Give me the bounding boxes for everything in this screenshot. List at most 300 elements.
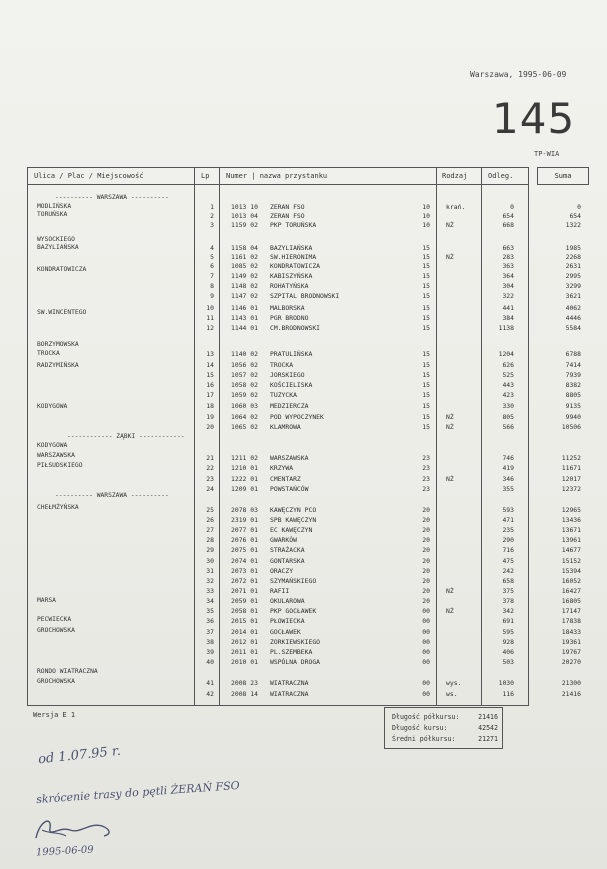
stop-line-code: 00 (422, 658, 430, 666)
stop-number: 1065 02 (231, 423, 258, 431)
stop-name: ORACZY (270, 567, 294, 575)
stop-number: 1144 01 (231, 324, 258, 332)
stop-name: TUZYCKA (270, 391, 297, 399)
stop-line-code: 10 (422, 203, 430, 211)
stop-lp: 25 (206, 506, 214, 514)
stop-cumulative: 15394 (561, 567, 581, 575)
stop-line-code: 15 (422, 381, 430, 389)
stop-name: RAFII (270, 587, 290, 595)
stop-lp: 11 (206, 314, 214, 322)
stop-lp: 9 (210, 292, 214, 300)
stop-line-code: 15 (422, 423, 430, 431)
stop-line-code: 00 (422, 607, 430, 615)
table-row (0, 262, 607, 272)
stop-lp: 37 (206, 628, 214, 636)
stop-lp: 21 (206, 454, 214, 462)
stop-distance: 471 (502, 516, 514, 524)
stop-cumulative: 17838 (561, 617, 581, 625)
half-course-label: Długość półkursu: (392, 713, 460, 721)
table-row (0, 577, 607, 587)
table-row (0, 597, 607, 607)
stop-cumulative: 3621 (565, 292, 581, 300)
stop-lp: 27 (206, 526, 214, 534)
stop-line-code: 15 (422, 402, 430, 410)
stop-line-code: 15 (422, 253, 430, 261)
stop-cumulative: 16427 (561, 587, 581, 595)
table-row (0, 506, 607, 516)
stop-line-code: 00 (422, 679, 430, 687)
stop-distance: 363 (502, 262, 514, 270)
street-label: CHEŁMŻYŃSKA (37, 504, 79, 511)
stop-distance: 346 (502, 475, 514, 483)
table-row (0, 546, 607, 556)
stop-name: ZERAN FSO (270, 212, 305, 220)
stop-type: ws. (446, 690, 458, 698)
stop-lp: 40 (206, 658, 214, 666)
stop-number: 1013 10 (231, 203, 258, 211)
stop-number: 2077 01 (231, 526, 258, 534)
stop-number: 1159 02 (231, 221, 258, 229)
stop-name: ZERAN FSO (270, 203, 305, 211)
stop-name: WIATRACZNA (270, 690, 309, 698)
average-label: Średni półkursu: (392, 735, 456, 743)
stop-line-code: 20 (422, 597, 430, 605)
street-label: SW.WINCENTEGO (37, 309, 87, 316)
stop-cumulative: 7414 (565, 361, 581, 369)
stop-type: NŻ (446, 607, 454, 615)
street-label: MARSA (37, 597, 56, 604)
stop-distance: 290 (502, 536, 514, 544)
stop-cumulative: 5584 (565, 324, 581, 332)
stop-name: KONDRATOWICZA (270, 262, 321, 270)
stop-number: 1148 02 (231, 282, 258, 290)
stop-lp: 22 (206, 464, 214, 472)
stop-name: KRZYWA (270, 464, 294, 472)
stop-name: PGR BRODNO (270, 314, 309, 322)
handwritten-note: skrócenie trasy do pętli ŻERAŃ FSO (35, 778, 241, 807)
stop-line-code: 00 (422, 628, 430, 636)
stop-distance: 1204 (498, 350, 514, 358)
stop-number: 2010 01 (231, 658, 258, 666)
table-row (0, 391, 607, 401)
street-label: GROCHOWSKA (37, 627, 75, 634)
stop-name: WARSZAWSKA (270, 454, 309, 462)
stop-line-code: 20 (422, 567, 430, 575)
stop-number: 2071 01 (231, 587, 258, 595)
stop-lp: 18 (206, 402, 214, 410)
stop-lp: 26 (206, 516, 214, 524)
stop-number: 1058 02 (231, 381, 258, 389)
stop-distance: 378 (502, 597, 514, 605)
stop-number: 1147 02 (231, 292, 258, 300)
stop-name: STRAŻACKA (270, 546, 305, 554)
stop-line-code: 15 (422, 361, 430, 369)
document-date: Warszawa, 1995-06-09 (470, 70, 567, 79)
street-label: PIŁSUDSKIEGO (37, 462, 83, 469)
stop-number: 1209 01 (231, 485, 258, 493)
table-row (0, 617, 607, 627)
stop-line-code: 20 (422, 546, 430, 554)
street-label: WARSZAWSKA (37, 452, 75, 459)
stop-distance: 805 (502, 413, 514, 421)
average-value: 21271 (478, 735, 498, 743)
stop-distance: 304 (502, 282, 514, 290)
stop-lp: 15 (206, 371, 214, 379)
stop-name: KAWĘCZYN PCO (270, 506, 317, 514)
stop-distance: 242 (502, 567, 514, 575)
street-label: RONDO WIATRACZNA (37, 668, 98, 675)
stop-name: JORSKIEGO (270, 371, 305, 379)
stop-lp: 39 (206, 648, 214, 656)
table-row (0, 402, 607, 412)
stop-lp: 41 (206, 679, 214, 687)
stop-lp: 5 (210, 253, 214, 261)
stop-cumulative: 12017 (561, 475, 581, 483)
handwritten-date: 1995-06-09 (35, 844, 94, 859)
stop-lp: 1 (210, 203, 214, 211)
stop-distance: 525 (502, 371, 514, 379)
stop-name: ROHATYŃSKA (270, 282, 309, 290)
table-row (0, 536, 607, 546)
stop-distance: 116 (502, 690, 514, 698)
stop-number: 1161 02 (231, 253, 258, 261)
stop-distance: 595 (502, 628, 514, 636)
stop-lp: 24 (206, 485, 214, 493)
stop-cumulative: 12965 (561, 506, 581, 514)
stop-lp: 10 (206, 304, 214, 312)
stop-cumulative: 13436 (561, 516, 581, 524)
stop-cumulative: 14677 (561, 546, 581, 554)
street-label: TROCKA (37, 350, 60, 357)
street-label: TORUŃSKA (37, 211, 68, 218)
stop-cumulative: 1985 (565, 244, 581, 252)
stop-lp: 20 (206, 423, 214, 431)
stop-lp: 32 (206, 577, 214, 585)
stop-line-code: 20 (422, 557, 430, 565)
stop-name: CMENTARZ (270, 475, 301, 483)
table-row (0, 381, 607, 391)
stop-name: SPB KAWĘCZYN (270, 516, 317, 524)
stop-lp: 12 (206, 324, 214, 332)
stop-line-code: 15 (422, 262, 430, 270)
stop-name: CM.BRODNOWSKI (270, 324, 321, 332)
stop-cumulative: 16805 (561, 597, 581, 605)
stop-distance: 566 (502, 423, 514, 431)
stop-name: SZPITAL BRODNOWSKI (270, 292, 340, 300)
version-label: Wersja E 1 (33, 711, 76, 719)
stop-line-code: 15 (422, 282, 430, 290)
stop-cumulative: 4062 (565, 304, 581, 312)
table-row (0, 423, 607, 433)
half-course-value: 21416 (478, 713, 498, 721)
table-row (0, 587, 607, 597)
stop-cumulative: 1322 (565, 221, 581, 229)
stop-number: 2014 01 (231, 628, 258, 636)
stop-lp: 23 (206, 475, 214, 483)
table-row (0, 272, 607, 282)
table-row (0, 690, 607, 700)
stop-type: NŻ (446, 423, 454, 431)
stop-line-code: 20 (422, 506, 430, 514)
street-label: BAZYLIAŃSKA (37, 244, 79, 251)
stop-cumulative: 19361 (561, 638, 581, 646)
stop-lp: 33 (206, 587, 214, 595)
stop-number: 1146 01 (231, 304, 258, 312)
stop-distance: 384 (502, 314, 514, 322)
stop-number: 1056 02 (231, 361, 258, 369)
stop-name: OKULAROWA (270, 597, 305, 605)
stop-name: PKP TORUŃSKA (270, 221, 317, 229)
header-suma: Suma (537, 167, 589, 185)
stop-distance: 441 (502, 304, 514, 312)
stop-name: MALBORSKA (270, 304, 305, 312)
stop-number: 2059 01 (231, 597, 258, 605)
stop-line-code: 20 (422, 526, 430, 534)
stop-cumulative: 4446 (565, 314, 581, 322)
stop-line-code: 15 (422, 391, 430, 399)
stop-cumulative: 8805 (565, 391, 581, 399)
stop-line-code: 20 (422, 536, 430, 544)
stop-distance: 406 (502, 648, 514, 656)
stop-lp: 29 (206, 546, 214, 554)
table-row (0, 607, 607, 617)
stop-number: 1222 01 (231, 475, 258, 483)
table-row (0, 567, 607, 577)
stop-number: 1057 02 (231, 371, 258, 379)
stop-number: 1013 04 (231, 212, 258, 220)
stop-cumulative: 9940 (565, 413, 581, 421)
stop-distance: 691 (502, 617, 514, 625)
stop-cumulative: 13671 (561, 526, 581, 534)
header-divider (28, 184, 528, 185)
stop-cumulative: 15152 (561, 557, 581, 565)
stop-name: PŁOWIECKA (270, 617, 305, 625)
table-row (0, 361, 607, 371)
stop-cumulative: 11671 (561, 464, 581, 472)
stop-distance: 928 (502, 638, 514, 646)
stop-line-code: 23 (422, 464, 430, 472)
stop-lp: 7 (210, 272, 214, 280)
stop-type: wys. (446, 679, 462, 687)
stop-line-code: 15 (422, 304, 430, 312)
stop-name: ZORKIEWSKIEGO (270, 638, 321, 646)
street-label: BORZYMOWSKA (37, 341, 79, 348)
stop-number: 2074 01 (231, 557, 258, 565)
route-number: 145 (492, 94, 576, 143)
signature (30, 812, 120, 844)
stop-name: PL.SZEMBEKA (270, 648, 313, 656)
stop-distance: 375 (502, 587, 514, 595)
stop-name: PKP GOCŁAWEK (270, 607, 317, 615)
stop-lp: 4 (210, 244, 214, 252)
stop-type: NŻ (446, 587, 454, 595)
table-row (0, 304, 607, 314)
stop-cumulative: 7939 (565, 371, 581, 379)
stop-cumulative: 12372 (561, 485, 581, 493)
street-label: ---------- WARSZAWA ---------- (55, 492, 169, 499)
stop-cumulative: 654 (569, 212, 581, 220)
stop-cumulative: 0 (577, 203, 581, 211)
table-row (0, 413, 607, 423)
street-label: WYSOCKIEGO (37, 236, 75, 243)
stop-number: 1085 02 (231, 262, 258, 270)
header-lp: Lp (201, 172, 210, 180)
stop-line-code: 00 (422, 638, 430, 646)
table-row (0, 475, 607, 485)
stop-name: GWARKÓW (270, 536, 297, 544)
header-rodzaj: Rodzaj (442, 172, 468, 180)
stop-line-code: 20 (422, 587, 430, 595)
stop-distance: 322 (502, 292, 514, 300)
stop-number: 2008 14 (231, 690, 258, 698)
stop-number: 1060 03 (231, 402, 258, 410)
stop-distance: 746 (502, 454, 514, 462)
stop-number: 2073 01 (231, 567, 258, 575)
stop-name: EC KAWĘCZYN (270, 526, 313, 534)
stop-name: POD WYPOCZYNEK (270, 413, 324, 421)
stop-lp: 34 (206, 597, 214, 605)
stop-line-code: 15 (422, 314, 430, 322)
stop-distance: 658 (502, 577, 514, 585)
stop-line-code: 15 (422, 371, 430, 379)
stop-name: WIATRACZNA (270, 679, 309, 687)
stop-number: 2011 01 (231, 648, 258, 656)
table-row (0, 557, 607, 567)
stop-lp: 3 (210, 221, 214, 229)
street-label: ------------ ZĄBKI ------------ (67, 433, 185, 440)
stop-lp: 17 (206, 391, 214, 399)
stop-distance: 283 (502, 253, 514, 261)
stop-number: 1210 01 (231, 464, 258, 472)
stop-cumulative: 10506 (561, 423, 581, 431)
street-label: ---------- WARSZAWA ---------- (55, 194, 169, 201)
stop-number: 1059 02 (231, 391, 258, 399)
table-row (0, 350, 607, 360)
stop-distance: 716 (502, 546, 514, 554)
stop-line-code: 23 (422, 475, 430, 483)
stop-name: SZYMAŃSKIEGO (270, 577, 317, 585)
stop-name: PRATULIŃSKA (270, 350, 313, 358)
stop-number: 2075 01 (231, 546, 258, 554)
stop-line-code: 23 (422, 485, 430, 493)
stop-number: 1140 02 (231, 350, 258, 358)
stop-cumulative: 16052 (561, 577, 581, 585)
route-code: TP-WIA (534, 150, 560, 158)
table-row (0, 371, 607, 381)
stop-cumulative: 6788 (565, 350, 581, 358)
stop-number: 2008 23 (231, 679, 258, 687)
stop-lp: 35 (206, 607, 214, 615)
stop-number: 2319 01 (231, 516, 258, 524)
stop-cumulative: 9135 (565, 402, 581, 410)
table-row (0, 221, 607, 231)
table-row (0, 516, 607, 526)
stop-cumulative: 19767 (561, 648, 581, 656)
stop-name: GONTARSKA (270, 557, 305, 565)
stop-name: TROCKA (270, 361, 294, 369)
stop-distance: 419 (502, 464, 514, 472)
stop-line-code: 00 (422, 690, 430, 698)
stop-name: KOŚCIELISKA (270, 381, 313, 389)
header-odleg: Odleg. (488, 172, 514, 180)
stop-line-code: 15 (422, 272, 430, 280)
stop-line-code: 23 (422, 454, 430, 462)
stop-lp: 8 (210, 282, 214, 290)
stop-name: KABISZYŃSKA (270, 272, 313, 280)
table-row (0, 292, 607, 302)
stop-name: MEDZIERCZA (270, 402, 309, 410)
stop-number: 2015 01 (231, 617, 258, 625)
stop-cumulative: 2631 (565, 262, 581, 270)
street-label: KONDRATOWICZA (37, 266, 87, 273)
stop-distance: 626 (502, 361, 514, 369)
street-label: GROCHOWSKA (37, 678, 75, 685)
stop-line-code: 00 (422, 648, 430, 656)
stop-line-code: 20 (422, 577, 430, 585)
stop-lp: 42 (206, 690, 214, 698)
stop-cumulative: 2995 (565, 272, 581, 280)
stop-line-code: 15 (422, 350, 430, 358)
stop-distance: 503 (502, 658, 514, 666)
stop-lp: 19 (206, 413, 214, 421)
stop-lp: 16 (206, 381, 214, 389)
table-row (0, 314, 607, 324)
stop-lp: 36 (206, 617, 214, 625)
stop-line-code: 15 (422, 292, 430, 300)
stop-lp: 13 (206, 350, 214, 358)
stop-distance: 475 (502, 557, 514, 565)
stop-cumulative: 21416 (561, 690, 581, 698)
stop-distance: 1030 (498, 679, 514, 687)
stop-distance: 330 (502, 402, 514, 410)
table-row (0, 526, 607, 536)
table-row (0, 485, 607, 495)
stop-type: NŻ (446, 475, 454, 483)
stop-cumulative: 20270 (561, 658, 581, 666)
stop-type: NŻ (446, 413, 454, 421)
stop-distance: 1138 (498, 324, 514, 332)
stop-lp: 30 (206, 557, 214, 565)
stop-name: KLAMROWA (270, 423, 301, 431)
stop-line-code: 15 (422, 324, 430, 332)
header-street: Ulica / Plac / Miejscowość (34, 172, 144, 180)
stop-cumulative: 21300 (561, 679, 581, 687)
stop-distance: 235 (502, 526, 514, 534)
stop-distance: 443 (502, 381, 514, 389)
stop-line-code: 10 (422, 221, 430, 229)
stop-name: SW.HIERONIMA (270, 253, 317, 261)
stop-type: krań. (446, 203, 466, 211)
street-label: MODLIŃSKA (37, 203, 72, 210)
stop-number: 2076 01 (231, 536, 258, 544)
stop-cumulative: 13961 (561, 536, 581, 544)
stop-lp: 14 (206, 361, 214, 369)
stop-number: 2072 01 (231, 577, 258, 585)
stop-line-code: 15 (422, 413, 430, 421)
stop-number: 1149 02 (231, 272, 258, 280)
stop-lp: 31 (206, 567, 214, 575)
stop-number: 2058 01 (231, 607, 258, 615)
course-value: 42542 (478, 724, 498, 732)
stop-cumulative: 8382 (565, 381, 581, 389)
stop-distance: 593 (502, 506, 514, 514)
table-row (0, 658, 607, 668)
stop-cumulative: 11252 (561, 454, 581, 462)
stop-lp: 6 (210, 262, 214, 270)
street-label: KODYGOWA (37, 442, 68, 449)
stop-cumulative: 3299 (565, 282, 581, 290)
table-row (0, 324, 607, 334)
